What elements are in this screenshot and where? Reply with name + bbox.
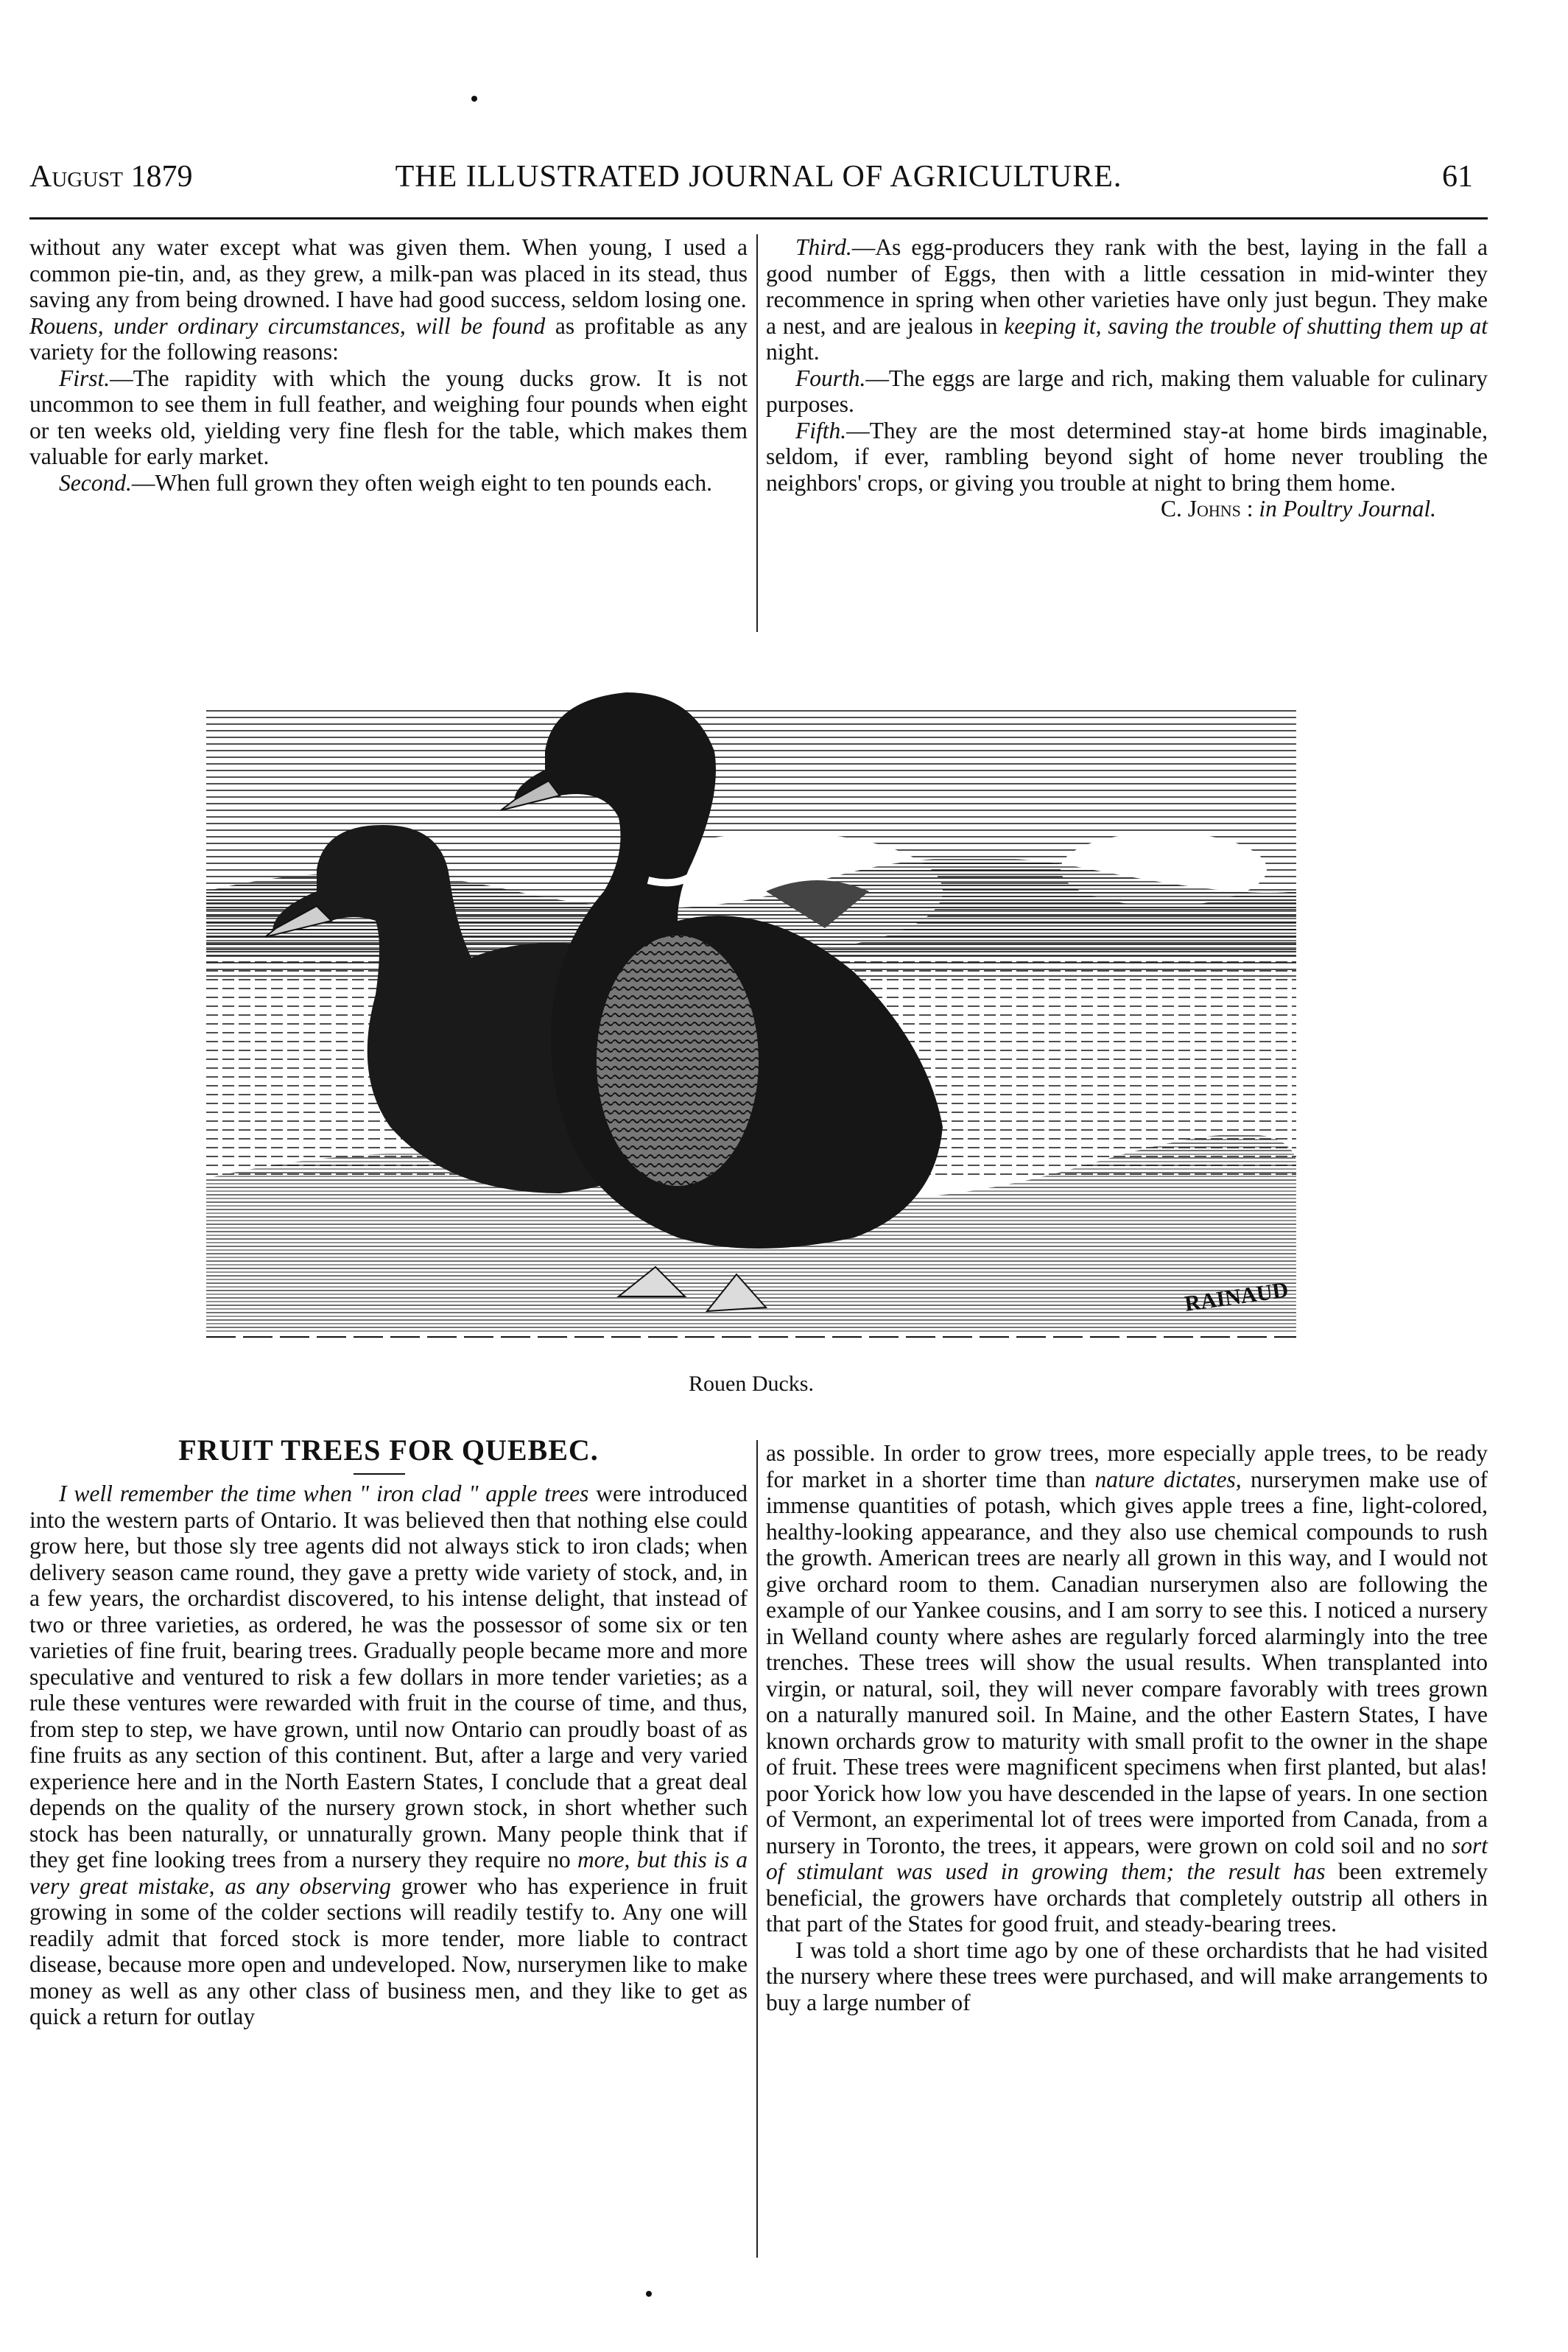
paragraph: I well remember the time when " iron clad " apple trees were introduced into the western parts of Ontario. It was believed then that nothing else could grow here, but those sly tree agents did not always stick to iron clads; when delivery season came round, they gave a pretty wide variety of stock, and, in a few years, the orchardist discovered, to his intense delight, that instead of two or three varieties, as ordered, he was the possessor of some six or ten varieties of fine fruit, bearing trees. Gradually people became more and more speculative and ventured to risk a few dollars in more tender varieties; as a rule these ventures were rewarded with fruit in the course of time, and thus, from step to step, we have grown, until now Ontario can proudly boast of as fine fruits as any section of this continent. But, after a large and very varied experience here and in the North Eastern States, I conclude that a great deal depends on the quality of the nursery grown stock, in short whether such stock has been naturally, or unnaturally grown. Many people think that if they get fine looking trees from a nursery they require no more, but this is a very great mistake, as any observing grower who has experience in fruit growing in some of the colder sections will readily testify to. Any one will readily admit that forced stock is more tender, more liable to contract disease, because more open and undeveloped. Now, nurserymen like to make money as well as any other class of business men, and they like to get as quick a return for outlay: [29, 1481, 748, 2029]
speck-mark: [646, 2291, 652, 2297]
paragraph: without any water except what was given them. When young, I used a common pie-tin, and, as they grew, a milk-pan was placed in its stead, thus saving any from being drowned. I have had good success, seldom losing one.: [29, 234, 748, 312]
page-number: 61: [1442, 160, 1473, 194]
article-heading: FRUIT TREES FOR QUEBEC.: [178, 1433, 599, 1467]
heading-rule: [354, 1473, 405, 1475]
header-date: August 1879: [29, 160, 193, 194]
running-header: [29, 151, 1488, 203]
figure-caption: Rouen Ducks.: [689, 1372, 814, 1396]
column-top-left: [29, 234, 748, 496]
reason-second: Second.—When full grown they often weigh eight to ten pounds each.: [59, 469, 713, 496]
engraver-signature: RAINAUD: [1183, 1277, 1290, 1316]
reason-third: Third.—As egg-producers they rank with the best, laying in the fall a good number of Eggs, then with a little cessation in mid-winter they recommence in spring when other varieties have only just begun. They make a nest, and are jealous in keeping it, saving the trouble of shutting them up at night.: [766, 234, 1488, 365]
paragraph: Rouens, under ordinary circumstances, will be found as profitable as any variety for the following reasons:: [29, 312, 748, 365]
rouen-ducks-engraving: [206, 648, 1296, 1370]
column-divider-top: [756, 234, 758, 632]
paragraph: as possible. In order to grow trees, more especially apple trees, to be ready for market in a shorter time than nature dictates, nurserymen make use of immense quantities of potash, which gives apple trees a fine, light-colored, healthy-looking appearance, and they also use chemical compounds to rush the growth. American trees are nearly all grown in this way, and I would not give orchard room to them. Canadian nurserymen also are following the example of our Yankee cousins, and I am sorry to see this. I noticed a nursery in Welland county where ashes are regularly forced alarmingly into the tree trenches. These trees will show the usual results. When transplanted into virgin, or natural, soil, they will never compare favorably with trees grown on a naturally manured soil. In Maine, and the other Eastern States, I have known orchards grow to maturity with small profit to the owner in the shape of fruit. These trees were magnificent specimens when first planted, but alas! poor Yorick how low you have descended in the lapse of years. In one section of Vermont, an experimental lot of trees were imported from Canada, from a nursery in Toronto, the trees, it appears, were grown on cold soil and no sort of stimulant was used in growing them; the result has been extremely beneficial, the growers have orchards that completely outstrip all others in that part of the States for good fruit, and steady-bearing trees.: [766, 1440, 1488, 1937]
column-top-right: [766, 234, 1488, 522]
reason-fourth: Fourth.—The eggs are large and rich, making them valuable for culinary purposes.: [766, 365, 1488, 417]
journal-title: THE ILLUSTRATED JOURNAL OF AGRICULTURE.: [395, 160, 1122, 194]
header-rule: [29, 217, 1488, 220]
signature: C. Johns : in Poultry Journal.: [1160, 496, 1436, 522]
reason-first: First.—The rapidity with which the young ducks grow. It is not uncommon to see them in full feather, and weighing four pounds when eight or ten weeks old, yielding very fine flesh for the table, which makes them valuable for early market.: [29, 365, 748, 469]
column-bottom-right: [766, 1440, 1488, 2015]
column-bottom-left: [29, 1481, 748, 2030]
speck-mark: [471, 96, 477, 102]
paragraph: I was told a short time ago by one of these orchardists that he had visited the nursery where these trees were purchased, and will make arrangements to buy a large number of: [766, 1937, 1488, 2015]
column-divider-bottom: [756, 1440, 758, 2258]
reason-fifth: Fifth.—They are the most determined stay-at home birds imaginable, seldom, if ever, rambling beyond sight of home never troubling the neighbors' crops, or giving you trouble at night to bring them home.: [766, 417, 1488, 496]
